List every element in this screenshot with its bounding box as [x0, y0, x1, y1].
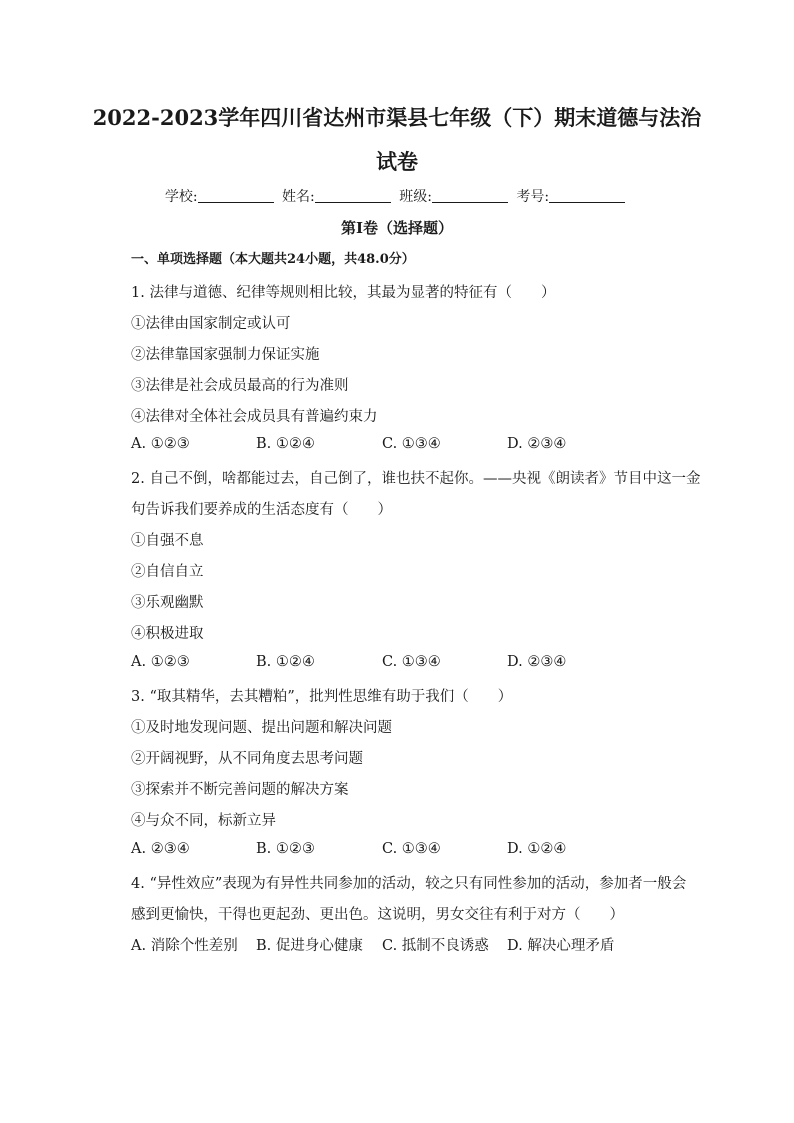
question-1-stem: 1. 法律与道德、纪律等规则相比较，其最为显著的特征有（ ）	[131, 285, 556, 301]
question-1-option-b: B. ①②④	[256, 436, 315, 452]
name-blank	[315, 188, 391, 203]
question-4-option-b: B. 促进身心健康	[256, 938, 363, 954]
exam-title-line2: 试卷	[376, 149, 418, 174]
question-3-statement-4: ④与众不同，标新立异	[131, 813, 276, 829]
question-4-stem-line-2: 感到更愉快，干得也更起劲、更出色。这说明，男女交往有利于对方（ ）	[131, 907, 624, 923]
question-4-stem-line-1: 4. “异性效应”表现为有异性共同参加的活动，较之只有同性参加的活动，参加者一般会	[131, 876, 687, 892]
question-2-option-d: D. ②③④	[507, 654, 567, 670]
question-3-statement-2: ②开阔视野，从不同角度去思考问题	[131, 751, 363, 767]
question-1-option-c: C. ①③④	[382, 436, 441, 452]
question-2-option-b: B. ①②④	[256, 654, 315, 670]
question-2-option-a: A. ①②③	[131, 654, 190, 670]
question-1-statement-2: ②法律靠国家强制力保证实施	[131, 347, 320, 363]
question-1-statement-3: ③法律是社会成员最高的行为准则	[131, 378, 349, 394]
name-label: 姓名:	[282, 189, 315, 205]
school-blank	[198, 188, 274, 203]
question-2-stem-line-1: 2. 自己不倒，啥都能过去，自己倒了，谁也扶不起你。——央视《朗读者》节目中这一金	[131, 471, 701, 487]
question-4-option-a: A. 消除个性差别	[131, 938, 238, 954]
question-2-stem-line-2: 句告诉我们要养成的生活态度有（ ）	[131, 502, 392, 518]
question-2-statement-1: ①自强不息	[131, 533, 204, 549]
question-3-option-a: A. ②③④	[131, 841, 190, 857]
school-label: 学校:	[164, 189, 198, 205]
exam-no-blank	[549, 188, 625, 203]
class-blank	[432, 188, 508, 203]
question-3-statement-1: ①及时地发现问题、提出问题和解决问题	[131, 720, 392, 736]
section-heading: 一、单项选择题（本大题共24小题，共48.0分）	[131, 252, 415, 267]
question-3-stem: 3. “取其精华，去其糟粕”，批判性思维有助于我们（ ）	[131, 689, 513, 705]
exam-title-line1: 2022-2023学年四川省达州市渠县七年级（下）期末道德与法治	[92, 105, 702, 130]
question-1-statement-1: ①法律由国家制定或认可	[131, 316, 291, 332]
part-title: 第I卷（选择题）	[340, 219, 454, 237]
question-3-option-c: C. ①③④	[382, 841, 441, 857]
question-4-option-c: C. 抵制不良诱惑	[382, 938, 489, 954]
question-2-option-c: C. ①③④	[382, 654, 441, 670]
question-2-statement-4: ④积极进取	[131, 626, 204, 642]
question-1-option-d: D. ②③④	[507, 436, 567, 452]
question-3-option-b: B. ①②③	[256, 841, 315, 857]
question-2-statement-2: ②自信自立	[131, 564, 204, 580]
question-1-option-a: A. ①②③	[131, 436, 190, 452]
question-1-statement-4: ④法律对全体社会成员具有普遍约束力	[131, 409, 378, 425]
question-3-option-d: D. ①②④	[507, 841, 567, 857]
question-3-statement-3: ③探索并不断完善问题的解决方案	[131, 782, 349, 798]
question-2-statement-3: ③乐观幽默	[131, 595, 204, 611]
class-label: 班级:	[399, 189, 432, 205]
question-4-option-d: D. 解决心理矛盾	[507, 938, 615, 954]
student-info-row	[0, 186, 794, 206]
exam-no-label: 考号:	[516, 189, 550, 205]
